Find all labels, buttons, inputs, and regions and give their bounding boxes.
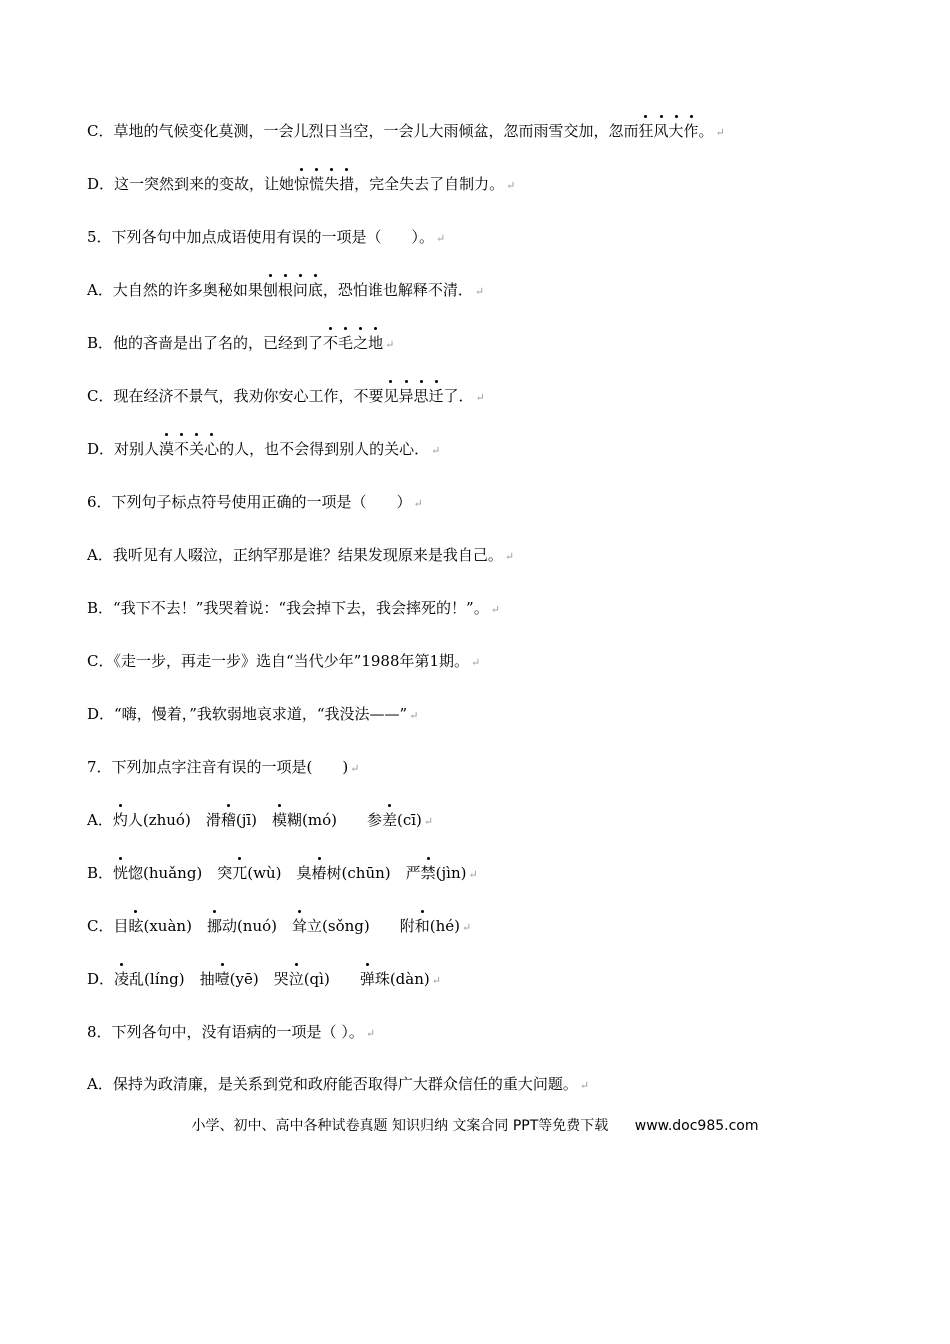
paragraph-mark-icon: ↵ (462, 921, 472, 934)
paragraph-mark-icon: ↵ (409, 709, 419, 722)
emphasis-char: 差 (381, 811, 397, 829)
emphasis-char: 异 (398, 387, 414, 405)
document-line (87, 491, 423, 515)
document-line (87, 756, 359, 780)
emphasis-char: 噎 (214, 970, 230, 988)
line-text: 8．下列各句中，没有语病的一项是（ ）。 (87, 1023, 364, 1041)
line-text: 乱(líng) 抽 (129, 970, 215, 988)
paragraph-mark-icon: ↵ (413, 497, 423, 510)
document-line (87, 703, 418, 727)
document-line (87, 173, 515, 197)
document-line (87, 120, 725, 144)
line-text: 动(nuó) (221, 917, 293, 935)
paragraph-mark-icon: ↵ (385, 338, 395, 351)
line-text: B．“我下不去！”我哭着说：“我会掉下去，我会摔死的！”。 (87, 599, 489, 617)
paragraph-mark-icon: ↵ (350, 762, 360, 775)
line-text: 立(sǒng) 附 (307, 917, 415, 935)
document-line (87, 915, 471, 939)
emphasis-char: 之 (353, 334, 369, 352)
line-text: D．对别人 (87, 440, 160, 458)
line-text: C．目 (87, 917, 129, 935)
emphasis-char: 泣 (288, 970, 304, 988)
line-text: C．《走一步，再走一步》选自“当代少年”1988年第1期。 (87, 652, 470, 670)
line-text: B．他的吝啬是出了名的，已经到了 (87, 334, 324, 352)
document-line (87, 279, 484, 303)
line-text: 的人，也不会得到别人的关心． (219, 440, 430, 458)
line-text: (qì) (303, 970, 360, 988)
emphasis-char: 刨 (262, 281, 278, 299)
line-text: 6．下列句子标点符号使用正确的一项是（ ） (87, 493, 412, 511)
paragraph-mark-icon: ↵ (436, 232, 446, 245)
paragraph-mark-icon: ↵ (423, 815, 434, 828)
paragraph-mark-icon: ↵ (475, 391, 485, 404)
document-line (87, 226, 445, 250)
document-line (87, 438, 440, 462)
emphasis-char: 耸 (292, 917, 308, 935)
emphasis-char: 灼 (112, 811, 128, 829)
emphasis-char: 见 (383, 387, 399, 405)
emphasis-char: 挪 (206, 917, 222, 935)
emphasis-char: 恍 (113, 864, 129, 882)
emphasis-char: 禁 (420, 864, 436, 882)
line-text: 树(chūn) 严 (326, 864, 421, 882)
line-text: A．保持为政清廉，是关系到党和政府能否取得广大群众信任的重大问题。 (87, 1075, 578, 1093)
paragraph-mark-icon: ↵ (474, 285, 485, 298)
line-text: (cī) (397, 811, 422, 829)
document-line (87, 385, 485, 409)
emphasis-char: 关 (189, 440, 205, 458)
emphasis-char: 漠 (159, 440, 175, 458)
document-line (87, 968, 441, 992)
emphasis-char: 不 (174, 440, 190, 458)
footer-url[interactable]: www.doc985.com (634, 1118, 759, 1134)
emphasis-char: 和 (414, 917, 430, 935)
emphasis-char: 迁 (428, 387, 444, 405)
emphasis-char: 狂 (638, 122, 654, 140)
emphasis-char: 地 (368, 334, 384, 352)
line-text: ，完全失去了自制力。 (354, 175, 505, 193)
emphasis-char: 问 (292, 281, 308, 299)
emphasis-char: 模 (272, 811, 288, 829)
line-text: 。 (698, 122, 714, 140)
emphasis-char: 惊 (294, 175, 310, 193)
emphasis-char: 凌 (114, 970, 130, 988)
line-text: 糊(mó) 参 (287, 811, 382, 829)
line-text: B． (87, 864, 114, 882)
line-text: ，恐怕谁也解释不清． (322, 281, 473, 299)
paragraph-mark-icon: ↵ (431, 444, 441, 457)
emphasis-char: 弹 (359, 970, 375, 988)
page-footer (0, 1116, 950, 1136)
document-line (87, 1021, 375, 1045)
emphasis-char: 风 (653, 122, 669, 140)
paragraph-mark-icon: ↵ (431, 974, 441, 987)
document-line (87, 544, 514, 568)
document-line (87, 809, 433, 833)
line-text: (xuàn) (143, 917, 207, 935)
paragraph-mark-icon: ↵ (468, 868, 478, 881)
paragraph-mark-icon: ↵ (506, 179, 516, 192)
emphasis-char: 眩 (128, 917, 144, 935)
document-line (87, 650, 480, 674)
emphasis-char: 底 (307, 281, 323, 299)
emphasis-char: 毛 (338, 334, 354, 352)
emphasis-char: 慌 (309, 175, 325, 193)
document-line (87, 1073, 589, 1097)
emphasis-char: 失 (324, 175, 340, 193)
footer-text: 小学、初中、高中各种试卷真题 知识归纳 文案合同 PPT等免费下载 (191, 1118, 609, 1134)
paragraph-mark-icon: ↵ (715, 126, 725, 139)
line-text: (jìn) (435, 864, 467, 882)
line-text: D．“嗨，慢着，”我软弱地哀求道，“我没法——” (87, 705, 408, 723)
emphasis-char: 心 (204, 440, 220, 458)
line-text: (hé) (429, 917, 460, 935)
line-text: C．草地的气候变化莫测，一会儿烈日当空，一会儿大雨倾盆，忽而雨雪交加，忽而 (87, 122, 639, 140)
paragraph-mark-icon: ↵ (490, 603, 500, 616)
emphasis-char: 兀 (232, 864, 248, 882)
emphasis-char: 大 (668, 122, 684, 140)
line-text: 7．下列加点字注音有误的一项是( ) (87, 758, 349, 776)
emphasis-char: 措 (339, 175, 355, 193)
emphasis-char: 根 (277, 281, 293, 299)
line-text: C．现在经济不景气，我劝你安心工作，不要 (87, 387, 384, 405)
emphasis-char: 不 (323, 334, 339, 352)
emphasis-char: 椿 (311, 864, 327, 882)
paragraph-mark-icon: ↵ (365, 1027, 376, 1040)
line-text: A．我听见有人啜泣，正纳罕那是谁？结果发现原来是我自己。 (87, 546, 503, 564)
line-text: 人(zhuó) 滑 (127, 811, 221, 829)
line-text: A． (87, 811, 113, 829)
line-text: (yē) 哭 (229, 970, 289, 988)
line-text: 了． (443, 387, 474, 405)
paragraph-mark-icon: ↵ (579, 1079, 590, 1092)
line-text: (wù) 臭 (247, 864, 312, 882)
document-line (87, 862, 478, 886)
paragraph-mark-icon: ↵ (471, 656, 481, 669)
line-text: (jī) (235, 811, 272, 829)
line-text: A．大自然的许多奥秘如果 (87, 281, 263, 299)
line-text: 惚(huǎng) 突 (128, 864, 233, 882)
document-line (87, 597, 500, 621)
document-line (87, 332, 394, 356)
line-text: 5．下列各句中加点成语使用有误的一项是（ ）。 (87, 228, 435, 246)
paragraph-mark-icon: ↵ (504, 550, 515, 563)
line-text: D． (87, 970, 115, 988)
emphasis-char: 思 (413, 387, 429, 405)
line-text: 珠(dàn) (374, 970, 430, 988)
emphasis-char: 作 (683, 122, 699, 140)
line-text: D．这一突然到来的变故，让她 (87, 175, 295, 193)
emphasis-char: 稽 (220, 811, 236, 829)
